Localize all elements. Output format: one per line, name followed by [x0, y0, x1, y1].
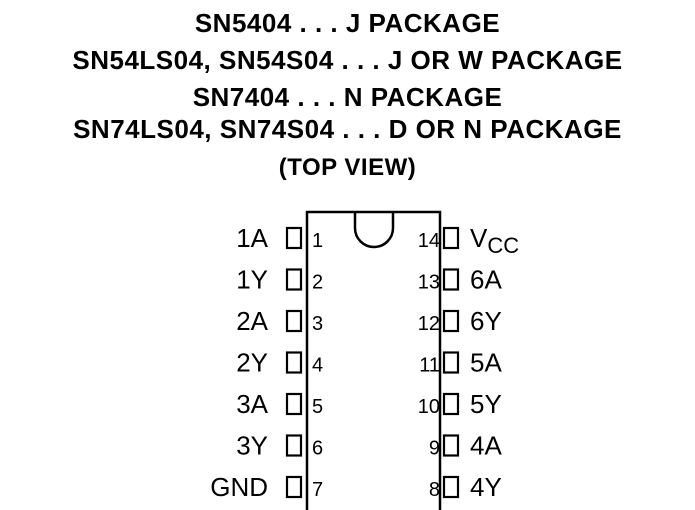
pin-3-number: 3 [312, 313, 324, 335]
pin-10-number: 10 [417, 396, 440, 418]
pin-11 [419, 348, 502, 378]
pin-8-pad [444, 477, 458, 497]
pin-12-pad [444, 311, 458, 331]
pin1-notch-icon [355, 212, 393, 247]
pin-1-pad [287, 228, 301, 248]
pin-6-number: 6 [312, 437, 324, 460]
pin-10 [418, 389, 502, 419]
package-line-sn5404: SN5404 . . . J PACKAGE [194, 8, 501, 38]
pin-12-label: 6Y [470, 306, 502, 336]
pin-8-number: 8 [428, 479, 440, 501]
pin-12 [418, 306, 502, 336]
pin-14 [418, 223, 519, 258]
pin-8-label: 4Y [470, 472, 502, 502]
view-caption: (TOP VIEW) [278, 154, 417, 181]
package-line-sn74ls04: SN74LS04, SN74S04 . . . D OR N PACKAGE [73, 114, 622, 144]
pin-5 [236, 389, 323, 419]
pin-7-number: 7 [312, 479, 324, 501]
pin-1-label: 1A [236, 223, 268, 253]
pin-3-pad [287, 311, 301, 331]
package-line-sn54ls04: SN54LS04, SN54S04 . . . J OR W PACKAGE [72, 45, 623, 75]
pin-1-number: 1 [312, 230, 324, 252]
pin-4 [236, 348, 323, 378]
pin-2-label: 1Y [236, 264, 268, 295]
pin-13-number: 13 [417, 271, 440, 294]
pin-4-number: 4 [312, 354, 324, 377]
package-line-sn7404: SN7404 . . . N PACKAGE [192, 82, 503, 112]
pin-13-label: 6A [470, 264, 502, 295]
pin-12-number: 12 [417, 313, 440, 335]
pin-3-label: 2A [236, 306, 268, 336]
pin-14-pad [444, 228, 458, 248]
pin-5-number: 5 [312, 396, 324, 418]
pin-2-number: 2 [312, 271, 324, 294]
pin-9-label: 4A [470, 430, 502, 461]
pin-11-number: 11 [419, 354, 440, 377]
pin-6 [236, 431, 323, 461]
pin-11-label: 5A [470, 347, 502, 378]
pin-1 [236, 223, 323, 253]
pin-13-pad [444, 270, 458, 290]
pin-4-label: 2Y [236, 347, 268, 378]
pin-14-label: $V_{CC}$ [470, 223, 520, 258]
vcc-subscript: CC [487, 233, 520, 258]
pin-14-number: 14 [417, 230, 440, 252]
pin-9-pad [444, 436, 458, 456]
pin-7-label: GND [210, 472, 268, 502]
pin-10-label: 5Y [470, 389, 502, 419]
pin-13 [418, 265, 503, 295]
pin-10-pad [444, 394, 458, 414]
pin-4-pad [287, 353, 301, 373]
pin-2-pad [287, 270, 301, 290]
pin-9-number: 9 [428, 437, 440, 460]
right-pin-column [418, 223, 519, 502]
pin-5-pad [287, 394, 301, 414]
pin-6-label: 3Y [236, 430, 268, 461]
pin-2 [236, 265, 323, 295]
pin-11-pad [444, 353, 458, 373]
pin-3 [236, 306, 323, 336]
pin-5-label: 3A [236, 389, 268, 419]
pin-7-pad [287, 477, 301, 497]
pin-6-pad [287, 436, 301, 456]
